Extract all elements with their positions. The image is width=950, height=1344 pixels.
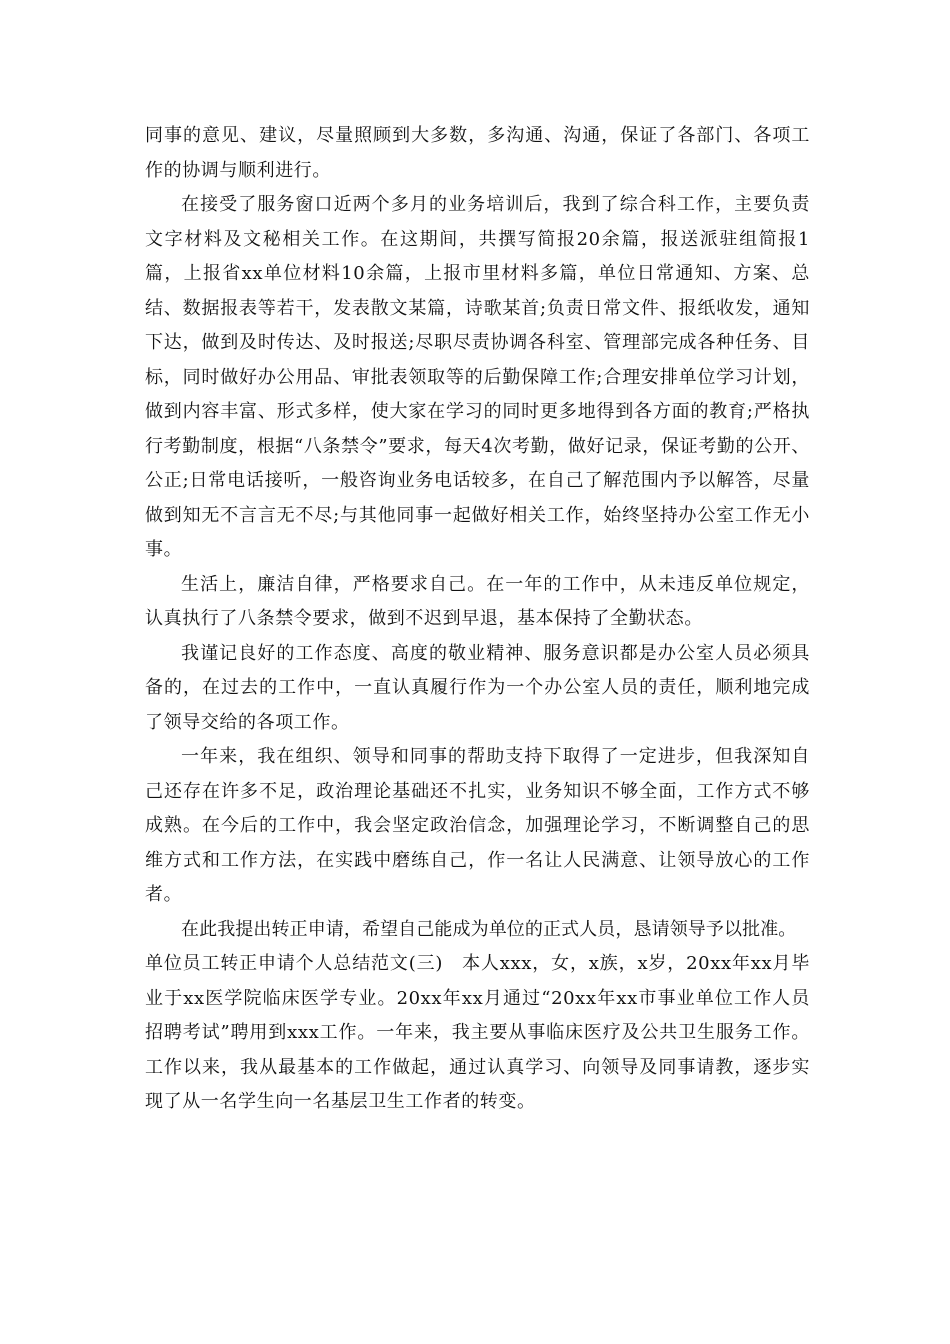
paragraph-2: 在接受了服务窗口近两个多月的业务培训后，我到了综合科工作，主要负责文字材料及文秘相关工作。在这期间，共撰写简报20余篇，报送派驻组简报1篇，上报省xx单位材料10余篇，上报市里材料多篇，单位日常通知、方案、总结、数据报表等若干，发表散文某篇，诗歌某首;负责日常文件、报纸收发，通知下达，做到及时传达、及时报送;尽职尽责协调各科室、管理部完成各种任务、目标，同时做好办公用品、审批表领取等的后勤保障工作;合理安排单位学习计划，做到内容丰富、形式多样，使大家在学习的同时更多地得到各方面的教育;严格执行考勤制度，根据“八条禁令”要求，每天4次考勤，做好记录，保证考勤的公开、公正;日常电话接听，一般咨询业务电话较多，在自己了解范围内予以解答，尽量做到知无不言言无不尽;与其他同事一起做好相关工作，始终坚持办公室工作无小事。 <box>145 194 810 560</box>
paragraph-3: 生活上，廉洁自律，严格要求自己。在一年的工作中，从未违反单位规定，认真执行了八条禁令要求，做到不迟到早退，基本保持了全勤状态。 <box>145 573 810 629</box>
paragraph-5: 一年来，我在组织、领导和同事的帮助支持下取得了一定进步，但我深知自己还存在许多不足，政治理论基础还不扎实，业务知识不够全面，工作方式不够成熟。在今后的工作中，我会坚定政治信念，加强理论学习，不断调整自己的思维方式和工作方法，在实践中磨练自己，作一名让人民满意、让领导放心的工作者。 <box>145 746 810 905</box>
paragraph-1: 同事的意见、建议，尽量照顾到大多数，多沟通、沟通，保证了各部门、各项工作的协调与顺利进行。 <box>145 125 810 181</box>
paragraph-6: 在此我提出转正申请，希望自己能成为单位的正式人员，恳请领导予以批准。 <box>181 918 797 940</box>
document-body <box>145 119 810 1120</box>
paragraph-4: 我谨记良好的工作态度、高度的敬业精神、服务意识都是办公室人员必须具备的，在过去的工作中，一直认真履行作为一个办公室人员的责任，顺利地完成了领导交给的各项工作。 <box>145 642 810 733</box>
paragraph-7-section-heading: 单位员工转正申请个人总结范文(三) 本人xxx，女，x族，x岁，20xx年xx月毕业于xx医学院临床医学专业。20xx年xx月通过“20xx年xx市事业单位工作人员招聘考试”聘用到xxx工作。一年来，我主要从事临床医疗及公共卫生服务工作。工作以来，我从最基本的工作做起，通过认真学习、向领导及同事请教，逐步实现了从一名学生向一名基层卫生工作者的转变。 <box>145 953 810 1112</box>
